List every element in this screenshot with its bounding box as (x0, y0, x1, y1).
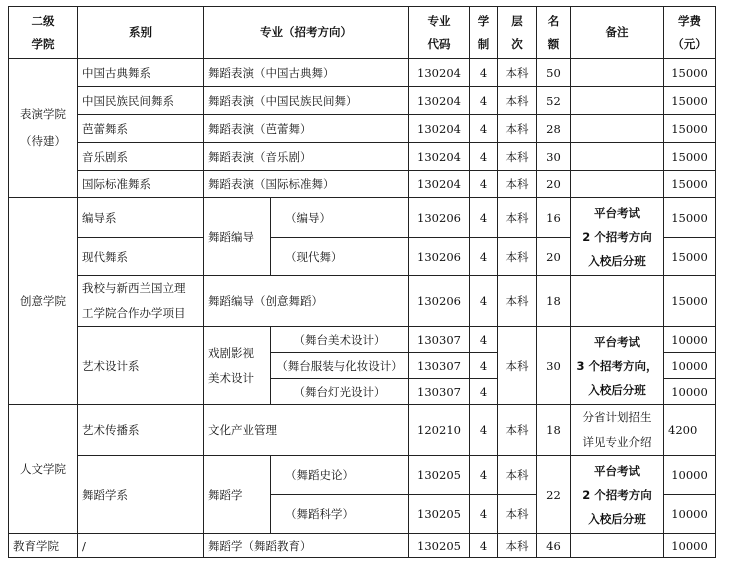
fee-cell: 15000 (664, 276, 716, 327)
level-cell: 本科 (498, 534, 537, 558)
remark-cell: 分省计划招生 详见专业介绍 (571, 405, 664, 456)
header-row (9, 7, 716, 59)
duration-cell: 4 (470, 143, 498, 171)
direction-cell: （舞台灯光设计） (271, 379, 409, 405)
major-cell: 舞蹈表演（中国古典舞） (204, 59, 409, 87)
department-cell: 音乐剧系 (78, 143, 204, 171)
department-cell: / (78, 534, 204, 558)
fee-cell: 15000 (664, 171, 716, 198)
quota-cell: 46 (537, 534, 571, 558)
table-row (9, 276, 716, 327)
fee-cell: 15000 (664, 87, 716, 115)
quota-cell: 50 (537, 59, 571, 87)
code-cell: 130204 (409, 87, 470, 115)
level-cell: 本科 (498, 238, 537, 276)
duration-cell: 4 (470, 87, 498, 115)
table-row (9, 198, 716, 238)
quota-cell: 20 (537, 171, 571, 198)
duration-cell: 4 (470, 327, 498, 353)
header-code: 专业 代码 (409, 7, 470, 59)
fee-cell: 10000 (664, 495, 716, 534)
level-cell: 本科 (498, 143, 537, 171)
fee-cell: 4200 (664, 405, 716, 456)
code-cell: 130307 (409, 379, 470, 405)
quota-cell: 52 (537, 87, 571, 115)
department-cell: 国际标准舞系 (78, 171, 204, 198)
level-cell: 本科 (498, 115, 537, 143)
remark-cell: 平台考试 2 个招考方向 入校后分班 (571, 198, 664, 276)
duration-cell: 4 (470, 405, 498, 456)
fee-cell: 10000 (664, 327, 716, 353)
fee-cell: 15000 (664, 115, 716, 143)
major-cell: 舞蹈编导 (204, 198, 271, 276)
duration-cell: 4 (470, 198, 498, 238)
header-fee: 学费 （元） (664, 7, 716, 59)
department-cell: 艺术传播系 (78, 405, 204, 456)
department-cell: 我校与新西兰国立理 工学院合作办学项目 (78, 276, 204, 327)
quota-cell: 20 (537, 238, 571, 276)
college-performance: 表演学院 （待建） (9, 59, 78, 198)
level-cell: 本科 (498, 327, 537, 405)
quota-cell: 18 (537, 405, 571, 456)
department-cell: 艺术设计系 (78, 327, 204, 405)
code-cell: 130204 (409, 115, 470, 143)
header-college: 二级 学院 (9, 7, 78, 59)
level-cell: 本科 (498, 405, 537, 456)
code-cell: 130204 (409, 171, 470, 198)
department-cell: 中国古典舞系 (78, 59, 204, 87)
remark-cell (571, 534, 664, 558)
fee-cell: 10000 (664, 353, 716, 379)
level-cell: 本科 (498, 87, 537, 115)
direction-cell: （编导） (271, 198, 409, 238)
department-cell: 编导系 (78, 198, 204, 238)
direction-cell: （舞台美术设计） (271, 327, 409, 353)
fee-cell: 10000 (664, 379, 716, 405)
department-cell: 中国民族民间舞系 (78, 87, 204, 115)
level-cell: 本科 (498, 198, 537, 238)
duration-cell: 4 (470, 495, 498, 534)
major-cell: 文化产业管理 (204, 405, 409, 456)
quota-cell: 30 (537, 143, 571, 171)
code-cell: 130206 (409, 198, 470, 238)
remark-cell (571, 87, 664, 115)
major-cell: 舞蹈编导（创意舞蹈） (204, 276, 409, 327)
level-cell: 本科 (498, 59, 537, 87)
duration-cell: 4 (470, 171, 498, 198)
major-cell: 舞蹈学（舞蹈教育） (204, 534, 409, 558)
quota-cell: 18 (537, 276, 571, 327)
quota-cell: 28 (537, 115, 571, 143)
major-cell: 舞蹈表演（芭蕾舞） (204, 115, 409, 143)
level-cell: 本科 (498, 456, 537, 495)
code-cell: 120210 (409, 405, 470, 456)
major-cell: 舞蹈表演（国际标准舞） (204, 171, 409, 198)
header-department: 系别 (78, 7, 204, 59)
duration-cell: 4 (470, 379, 498, 405)
code-cell: 130307 (409, 327, 470, 353)
level-cell: 本科 (498, 171, 537, 198)
header-major: 专业（招考方向） (204, 7, 409, 59)
fee-cell: 10000 (664, 534, 716, 558)
table-row (9, 327, 716, 353)
code-cell: 130204 (409, 59, 470, 87)
duration-cell: 4 (470, 534, 498, 558)
code-cell: 130307 (409, 353, 470, 379)
table-row (9, 171, 716, 198)
college-creative: 创意学院 (9, 198, 78, 405)
direction-cell: （舞蹈科学） (271, 495, 409, 534)
college-humanities: 人文学院 (9, 405, 78, 534)
major-cell: 舞蹈表演（音乐剧） (204, 143, 409, 171)
level-cell: 本科 (498, 495, 537, 534)
duration-cell: 4 (470, 353, 498, 379)
remark-cell (571, 59, 664, 87)
fee-cell: 15000 (664, 143, 716, 171)
code-cell: 130205 (409, 456, 470, 495)
quota-cell: 30 (537, 327, 571, 405)
header-remark: 备注 (571, 7, 664, 59)
remark-cell (571, 115, 664, 143)
code-cell: 130205 (409, 534, 470, 558)
remark-cell: 平台考试 2 个招考方向 入校后分班 (571, 456, 664, 534)
table-row (9, 405, 716, 456)
major-cell: 舞蹈表演（中国民族民间舞） (204, 87, 409, 115)
duration-cell: 4 (470, 276, 498, 327)
table-row (9, 456, 716, 495)
header-level: 层 次 (498, 7, 537, 59)
remark-cell (571, 276, 664, 327)
remark-cell (571, 143, 664, 171)
direction-cell: （现代舞） (271, 238, 409, 276)
direction-cell: （舞台服装与化妆设计） (271, 353, 409, 379)
table-row (9, 534, 716, 558)
remark-cell (571, 171, 664, 198)
code-cell: 130206 (409, 238, 470, 276)
fee-cell: 15000 (664, 238, 716, 276)
code-cell: 130204 (409, 143, 470, 171)
header-quota: 名 额 (537, 7, 571, 59)
duration-cell: 4 (470, 115, 498, 143)
level-cell: 本科 (498, 276, 537, 327)
table-row (9, 143, 716, 171)
table-row (9, 115, 716, 143)
quota-cell: 16 (537, 198, 571, 238)
fee-cell: 10000 (664, 456, 716, 495)
department-cell: 芭蕾舞系 (78, 115, 204, 143)
duration-cell: 4 (470, 238, 498, 276)
duration-cell: 4 (470, 456, 498, 495)
fee-cell: 15000 (664, 59, 716, 87)
department-cell: 舞蹈学系 (78, 456, 204, 534)
major-cell: 戏剧影视 美术设计 (204, 327, 271, 405)
duration-cell: 4 (470, 59, 498, 87)
fee-cell: 15000 (664, 198, 716, 238)
college-education: 教育学院 (9, 534, 78, 558)
table-row (9, 87, 716, 115)
remark-cell: 平台考试 3 个招考方向， 入校后分班 (571, 327, 664, 405)
department-cell: 现代舞系 (78, 238, 204, 276)
major-table (8, 6, 716, 558)
quota-cell: 22 (537, 456, 571, 534)
major-cell: 舞蹈学 (204, 456, 271, 534)
table-row (9, 59, 716, 87)
direction-cell: （舞蹈史论） (271, 456, 409, 495)
header-duration: 学 制 (470, 7, 498, 59)
code-cell: 130205 (409, 495, 470, 534)
code-cell: 130206 (409, 276, 470, 327)
